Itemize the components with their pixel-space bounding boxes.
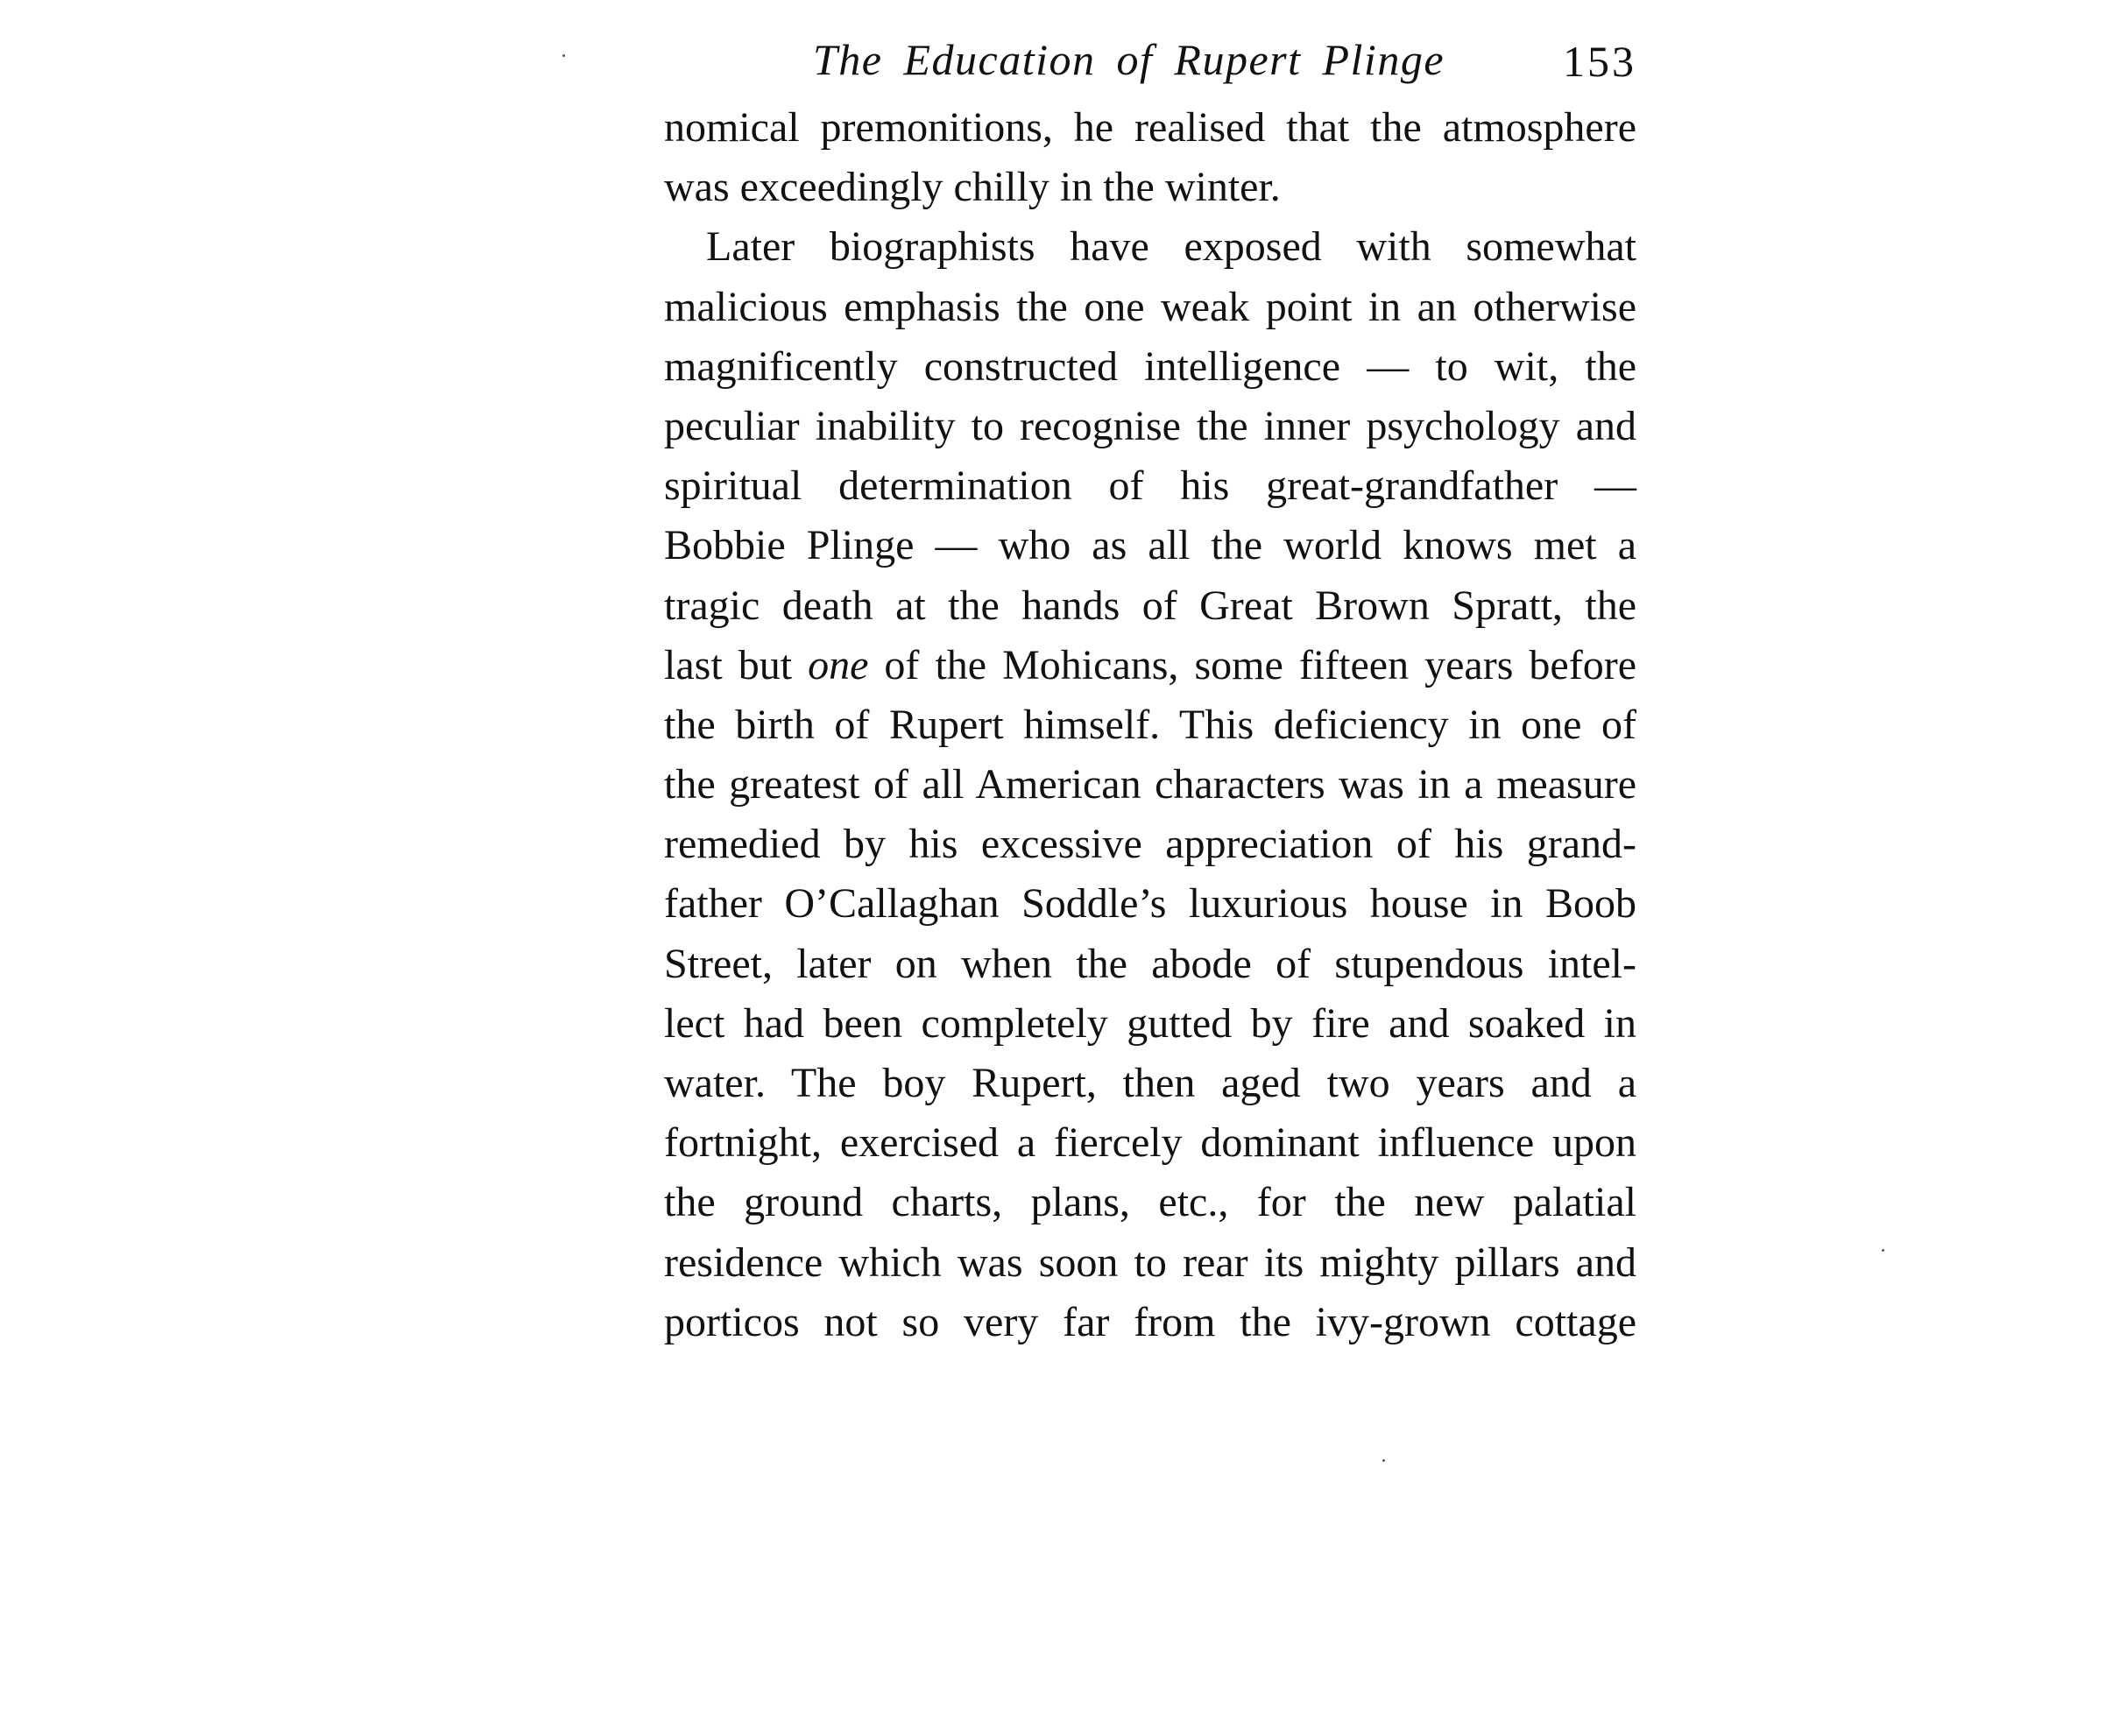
- text-line: tragic death at the hands of Great Brown Spratt, the: [664, 582, 1636, 629]
- text-line: Street, later on when the abode of stupendous intel-: [664, 940, 1636, 987]
- text-line: water. The boy Rupert, then aged two years and a: [664, 1060, 1636, 1106]
- text-line: the greatest of all American characters was in a measure: [664, 761, 1636, 808]
- scan-speck: [1882, 1249, 1884, 1252]
- italic-emphasis: one: [808, 641, 869, 688]
- scan-speck: [562, 54, 565, 57]
- text-line: porticos not so very far from the ivy-grown cottage: [664, 1298, 1636, 1345]
- running-head: [664, 25, 1636, 95]
- text-line: the ground charts, plans, etc., for the new palatial: [664, 1179, 1636, 1226]
- page-number: 153: [1563, 37, 1636, 86]
- running-title: The Education of Rupert Plinge: [813, 35, 1445, 84]
- text-line: fortnight, exercised a fiercely dominant influence upon: [664, 1119, 1636, 1167]
- text-line: was exceedingly chilly in the winter.: [664, 164, 1281, 211]
- scan-speck: [1382, 1459, 1385, 1462]
- text-line: remedied by his excessive appreciation of his grand-: [664, 821, 1636, 868]
- text-segment: of the Mohicans, some fifteen years before: [868, 641, 1636, 688]
- text-line: Bobbie Plinge — who as all the world knows met a: [664, 522, 1636, 569]
- text-segment: last but: [664, 641, 809, 688]
- text-line: residence which was soon to rear its mighty pillars and: [664, 1238, 1636, 1286]
- body-text: [664, 98, 1636, 1352]
- text-line: lect had been completely gutted by fire and soaked in: [664, 999, 1636, 1047]
- text-line: spiritual determination of his great-grandfather —: [664, 462, 1636, 510]
- text-line: the birth of Rupert himself. This deficiency in one of: [664, 701, 1636, 748]
- text-line: malicious emphasis the one weak point in an otherwise: [664, 283, 1636, 330]
- text-line: peculiar inability to recognise the inner psychology and: [664, 402, 1636, 449]
- text-line: Later biographists have exposed with somewhat: [706, 223, 1636, 271]
- text-line: nomical premonitions, he realised that the atmosphere: [664, 104, 1636, 151]
- text-line: father O’Callaghan Soddle’s luxurious house in Boob: [664, 880, 1636, 928]
- text-line: magnificently constructed intelligence — to wit, the: [664, 342, 1636, 390]
- text-line-with-emphasis: [664, 636, 1636, 695]
